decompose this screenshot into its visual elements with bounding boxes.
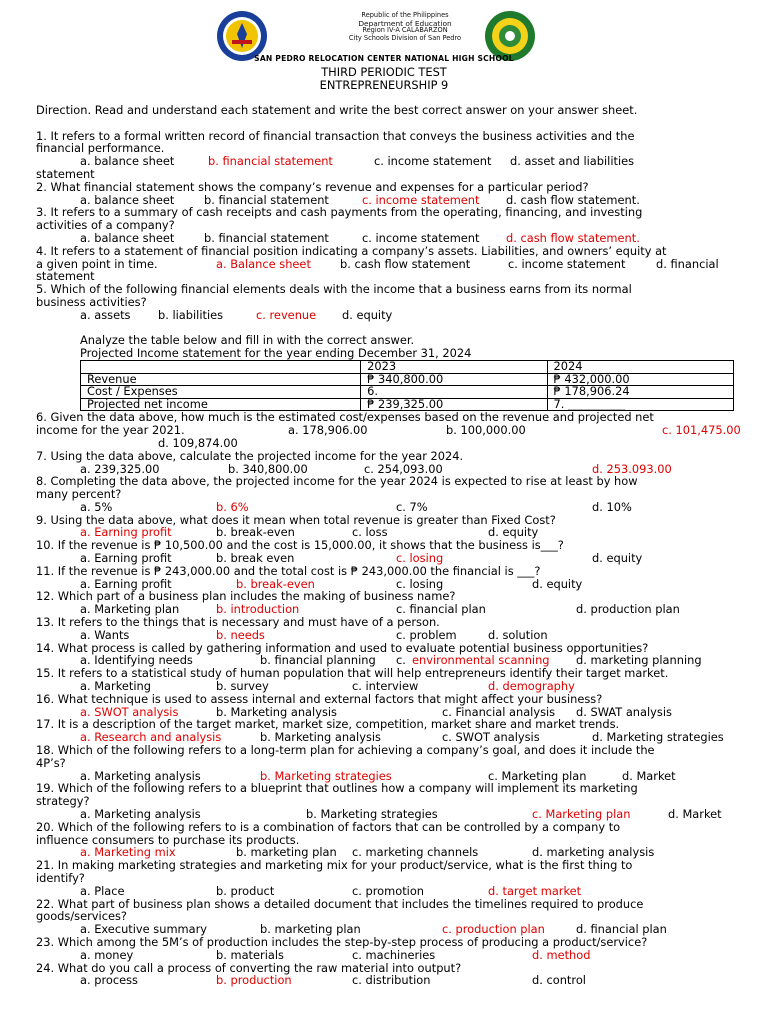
answer-option: d. 109,874.00 [158,435,238,450]
answer-option: a. Marketing analysis [80,768,201,783]
answer-option: c. SWOT analysis [442,730,540,745]
answer-option: c. [396,653,406,668]
answer-option: c. machineries [352,947,436,962]
question-text: 6. Given the data above, how much is the estimated cost/expenses based on the revenue and projected net [36,410,654,425]
answer-option: c. income statement [374,154,492,169]
answer-option: c. Marketing plan [488,768,587,783]
options-line [36,974,736,987]
answer-option: b. 340,800.00 [228,461,308,476]
agency-line: Department of Education [358,18,452,28]
answer-option: a. 5% [80,499,113,514]
answer-option: d. cash flow statement. [506,192,640,207]
answer-option: d. equity [532,576,583,591]
answer-option: b. financial planning [260,653,376,668]
table-cell: 7. __________ [547,398,733,411]
answer-option: d. solution [488,627,548,642]
answer-option-correct: environmental scanning [412,653,550,668]
answer-option: a. Marketing analysis [80,807,201,822]
answer-option: a. Wants [80,627,130,642]
table-cell: 6. [361,386,547,399]
question-text: 22. What part of business plan shows a detailed document that includes the timelines required to produce [36,896,644,911]
question-text: 12. Which part of a business plan includes the making of business name? [36,589,456,604]
question-line [36,181,736,194]
answer-option: d. equity [592,551,643,566]
answer-option: d. Market [622,768,676,783]
answer-option: d. financial plan [576,922,667,937]
question-text: 15. It refers to a statistical study of human population that will help entrepreneurs identify their target market. [36,666,669,681]
question-line [36,782,736,795]
question-text: 21. In making marketing strategies and marketing mix for your product/service, what is the first thing to [36,858,633,873]
question-text: influence consumers to purchase its products. [36,832,300,847]
agency-block [330,12,480,42]
answer-option: d. SWAT analysis [576,704,672,719]
answer-option: d. production plan [576,602,680,617]
answer-option: d. Marketing strategies [592,730,724,745]
question-line [36,744,736,757]
question-line [36,872,736,885]
answer-option-correct: d. method [532,947,591,962]
answer-option: c. income statement [362,230,480,245]
answer-option: b. Marketing strategies [306,807,438,822]
answer-option: b. materials [216,947,284,962]
answer-option: c. income statement [508,256,626,271]
agency-line: City Schools Division of San Pedro [348,33,462,42]
question-text: goods/services? [36,909,127,924]
question-text: 18. Which of the following refers to a long-term plan for achieving a company’s goal, and does it include the [36,743,655,758]
answer-option: c. Financial analysis [442,704,556,719]
answer-option-correct: c. Marketing plan [532,807,631,822]
answer-option: d. equity [342,307,393,322]
question-text: 13. It refers to the things that is necessary and must have of a person. [36,615,440,630]
question-text: 14. What process is called by gathering information and used to evaluate potential business opportunities? [36,640,649,655]
direction-text: Direction. Read and understand each statement and write the best correct answer on your answer sheet. [36,103,638,117]
answer-option: d. Market [668,807,722,822]
question-text: many percent? [36,487,122,502]
question-text: 17. It is a description of the target market, market size, competition, market share and market trends. [36,717,620,732]
answer-option-correct: d. target market [488,883,582,898]
question-line [36,423,741,438]
question-line [36,936,736,949]
answer-option-correct: a. Balance sheet [216,256,311,271]
question-text: 23. Which among the 5M’s of production includes the step-by-step process of producing a product/service? [36,934,648,949]
answer-option-correct: b. needs [216,627,265,642]
answer-option: a. balance sheet [80,192,175,207]
question-line [36,565,736,578]
question-text: 9. Using the data above, what does it mean when total revenue is greater than Fixed Cost? [36,512,556,527]
answer-option: b. Marketing analysis [260,730,381,745]
answer-option: d. control [532,973,586,988]
answer-option: a. 178,906.00 [288,423,368,438]
income-statement-table [80,360,734,411]
answer-option: b. marketing plan [260,922,361,937]
answer-option: d. marketing analysis [532,845,655,860]
question-line [36,898,736,911]
table-row [81,398,734,411]
agency-line: Republic of the Philippines [361,11,449,19]
question-text: 16. What technique is used to assess internal and external factors that might affect your business? [36,691,603,706]
answer-option-correct: c. production plan [442,922,545,937]
answer-option: d. 10% [592,499,632,514]
answer-option: c. distribution [352,973,431,988]
answer-option: c. 254,093.00 [364,461,443,476]
table-cell: Cost / Expenses [81,386,361,399]
answer-option-correct: a. SWOT analysis [80,704,179,719]
answer-option: b. survey [216,679,269,694]
question-line [36,693,736,706]
question-text: strategy? [36,794,90,809]
test-body [36,103,741,988]
question-text: financial performance. [36,141,165,156]
table-cell: ₱ 432,000.00 [547,373,733,386]
question-line [36,757,736,770]
answer-option-correct: b. production [216,973,292,988]
question-line [36,296,736,309]
subject-title: ENTREPRENEURSHIP 9 [319,78,449,92]
answer-option: a. balance sheet [80,230,175,245]
question-text: 11. If the revenue is ₱ 243,000.00 and the total cost is ₱ 243,000.00 the financial is ___? [36,563,541,578]
answer-option-correct: d. 253.093.00 [592,461,672,476]
table-cell: ₱ 178,906.24 [547,386,733,399]
answer-option: d. financial [656,256,719,271]
answer-option: b. cash flow statement [340,256,471,271]
answer-option: b. break-even [216,525,295,540]
answer-option: c. losing [396,576,444,591]
answer-option-correct: c. losing [396,551,444,566]
table-header-cell: 2023 [361,360,547,373]
answer-option: a. Earning profit [80,551,172,566]
question-line [36,488,736,501]
question-text: 4. It refers to a statement of financial position indicating a company’s assets. Liabilities, and owners’ equity at [36,243,667,258]
answer-option: b. marketing plan [236,845,337,860]
question-text: activities of a company? [36,218,175,233]
table-cell: ₱ 340,800.00 [361,373,547,386]
answer-option: b. break even [216,551,295,566]
answer-option-correct: b. 6% [216,499,249,514]
question-text: 24. What do you call a process of converting the raw material into output? [36,960,462,975]
answer-option: c. interview [352,679,419,694]
table-cell: Projected net income [81,398,361,411]
answer-option: b. financial statement [204,230,329,245]
options-line [36,347,736,360]
agency-line: Region IV-A CALABARZON [362,26,448,35]
question-text: income for the year 2021. [36,423,185,438]
answer-option-correct: d. cash flow statement. [506,230,640,245]
answer-option: c. 7% [396,499,428,514]
answer-option: c. marketing channels [352,845,479,860]
answer-option-correct: b. introduction [216,602,300,617]
answer-option: b. financial statement [204,192,329,207]
answer-option: Analyze the table below and fill in with the correct answer. [80,333,415,348]
test-title: THIRD PERIODIC TEST [321,65,447,79]
question-text: 5. Which of the following financial elements deals with the income that a business earns from its normal [36,282,632,297]
question-line [36,616,736,629]
answer-option: a. Marketing [80,679,151,694]
question-line [36,475,736,488]
question-text: 20. Which of the following refers to is a combination of factors that can be controlled by a company to [36,819,621,834]
question-text: 10. If the revenue is ₱ 10,500.00 and the cost is 15,000.00, it shows that the business is___? [36,538,564,553]
answer-option: d. equity [488,525,539,540]
answer-option: c. loss [352,525,388,540]
options-line [36,155,736,168]
letterhead [0,8,768,64]
answer-option: a. Identifying needs [80,653,193,668]
answer-option-correct: a. Research and analysis [80,730,222,745]
table-row [81,373,734,386]
answer-option: b. product [216,883,275,898]
answer-option: a. process [80,973,138,988]
question-text: 4P’s? [36,755,66,770]
table-cell: Revenue [81,373,361,386]
question-text: a given point in time. [36,256,158,271]
answer-option: c. financial plan [396,602,486,617]
answer-option-correct: c. 101,475.00 [662,423,741,438]
answer-option: a. money [80,947,134,962]
answer-option: a. Marketing plan [80,602,180,617]
question-text: 1. It refers to a formal written record of financial transaction that conveys the business activities and the [36,128,635,143]
table-cell: ₱ 239,325.00 [361,398,547,411]
question-text: identify? [36,871,85,885]
question-text: statement [36,166,95,181]
answer-option-correct: c. income statement [362,192,480,207]
question-text: statement [36,269,95,284]
answer-option: b. Marketing analysis [216,704,337,719]
question-line [36,450,736,463]
question-text: 8. Completing the data above, the projected income for the year 2024 is expected to rise at least by how [36,474,638,489]
answer-option: c. promotion [352,883,425,898]
answer-option: b. liabilities [158,307,224,322]
question-text: 3. It refers to a summary of cash receipts and cash payments from the operating, financing, and investing [36,205,643,220]
answer-option: c. problem [396,627,457,642]
options-line [36,309,736,322]
answer-option: Projected Income statement for the year ending December 31, 2024 [80,346,472,361]
answer-option: a. Place [80,883,125,898]
answer-option: a. balance sheet [80,154,175,169]
answer-option-correct: d. demography [488,679,575,694]
answer-option-correct: b. Marketing strategies [260,768,392,783]
answer-option-correct: b. break-even [236,576,315,591]
question-text: business activities? [36,294,147,309]
answer-option: a. 239,325.00 [80,461,160,476]
answer-option: a. assets [80,307,131,322]
answer-option-correct: a. Earning profit [80,525,172,540]
answer-option: a. Executive summary [80,922,208,937]
question-text: 19. Which of the following refers to a blueprint that outlines how a company will implement its marketing [36,781,638,796]
question-line [36,258,736,271]
test-title-block [0,66,768,92]
question-text: 7. Using the data above, calculate the projected income for the year 2024. [36,448,464,463]
answer-option-correct: b. financial statement [208,154,333,169]
school-name: SAN PEDRO RELOCATION CENTER NATIONAL HIGH SCHOOL [254,54,514,63]
answer-option: b. 100,000.00 [446,423,526,438]
question-text: 2. What financial statement shows the company’s revenue and expenses for a particular period? [36,179,589,194]
answer-option: d. asset and liabilities [510,154,635,169]
question-line [36,859,736,872]
answer-option: a. Earning profit [80,576,172,591]
answer-option-correct: a. Marketing mix [80,845,176,860]
answer-option: d. marketing planning [576,653,702,668]
table-header-cell: 2024 [547,360,733,373]
answer-option-correct: c. revenue [256,307,317,322]
